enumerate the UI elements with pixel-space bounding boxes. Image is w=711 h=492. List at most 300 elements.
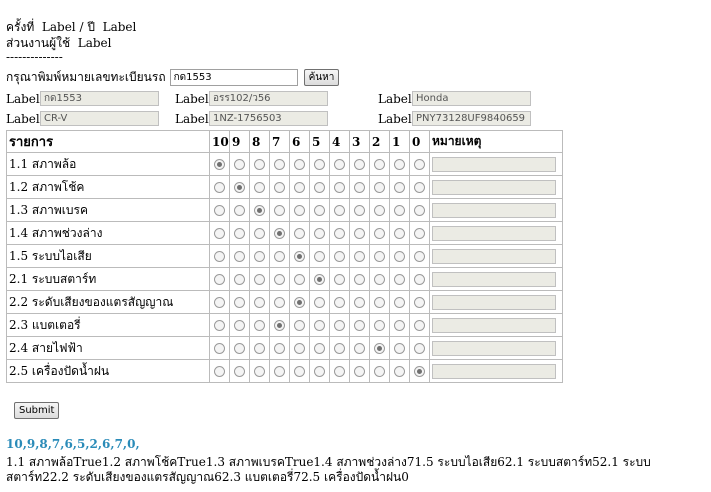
score-radio[interactable] <box>374 297 385 308</box>
item-label: 1.4 สภาพช่วงล่าง <box>7 222 210 245</box>
score-cell <box>350 153 370 176</box>
score-cell <box>390 176 410 199</box>
score-cell <box>250 360 270 383</box>
score-radio[interactable] <box>294 159 305 170</box>
item-label: 1.5 ระบบไอเสีย <box>7 245 210 268</box>
score-cell <box>310 268 330 291</box>
score-cell <box>250 337 270 360</box>
score-radio[interactable] <box>214 228 225 239</box>
note-input[interactable] <box>432 249 556 264</box>
score-radio[interactable] <box>254 343 265 354</box>
info-label: Label <box>6 111 40 126</box>
score-cell <box>330 337 350 360</box>
score-header: 1 <box>390 131 410 153</box>
score-cell <box>370 268 390 291</box>
score-cell <box>290 222 310 245</box>
score-cell <box>310 199 330 222</box>
score-radio[interactable] <box>334 228 345 239</box>
table-header-row <box>7 131 563 153</box>
score-cell <box>410 314 430 337</box>
table-row <box>7 360 563 383</box>
score-cell <box>350 291 370 314</box>
score-cell <box>230 360 250 383</box>
score-radio[interactable] <box>234 228 245 239</box>
item-label: 1.3 สภาพเบรค <box>7 199 210 222</box>
score-radio[interactable] <box>294 228 305 239</box>
score-radio[interactable] <box>314 159 325 170</box>
score-cell <box>270 245 290 268</box>
score-cell <box>370 245 390 268</box>
score-cell <box>290 268 310 291</box>
score-radio[interactable] <box>314 228 325 239</box>
score-radio[interactable] <box>414 182 425 193</box>
score-header: 9 <box>230 131 250 153</box>
score-cell <box>350 222 370 245</box>
submit-button[interactable]: Submit <box>14 402 59 419</box>
score-cell <box>250 153 270 176</box>
item-label: 2.2 ระดับเสียงของแตรสัญญาณ <box>7 291 210 314</box>
score-cell <box>350 337 370 360</box>
score-radio[interactable] <box>414 366 425 377</box>
score-cell <box>310 153 330 176</box>
score-cell <box>250 245 270 268</box>
score-radio[interactable] <box>274 320 285 331</box>
score-cell <box>390 153 410 176</box>
score-radio[interactable] <box>394 366 405 377</box>
score-radio[interactable] <box>354 182 365 193</box>
score-cell <box>370 199 390 222</box>
score-radio[interactable] <box>274 159 285 170</box>
score-radio[interactable] <box>414 343 425 354</box>
score-cell <box>330 268 350 291</box>
score-radio[interactable] <box>214 274 225 285</box>
unit-value: Label <box>77 36 112 50</box>
model-field[interactable] <box>40 111 159 126</box>
score-header: 7 <box>270 131 290 153</box>
score-cell <box>410 245 430 268</box>
score-cell <box>290 176 310 199</box>
score-radio[interactable] <box>234 159 245 170</box>
score-radio[interactable] <box>274 228 285 239</box>
table-row <box>7 245 563 268</box>
score-cell <box>310 314 330 337</box>
score-radio[interactable] <box>314 182 325 193</box>
score-radio[interactable] <box>334 320 345 331</box>
score-header: 4 <box>330 131 350 153</box>
score-radio[interactable] <box>254 182 265 193</box>
score-radio[interactable] <box>354 343 365 354</box>
score-cell <box>350 314 370 337</box>
score-radio[interactable] <box>274 205 285 216</box>
score-radio[interactable] <box>234 182 245 193</box>
note-cell <box>430 268 563 291</box>
score-cell <box>290 153 310 176</box>
score-radio[interactable] <box>374 228 385 239</box>
score-header: 0 <box>410 131 430 153</box>
score-cell <box>270 199 290 222</box>
score-cell <box>370 222 390 245</box>
score-radio[interactable] <box>234 366 245 377</box>
score-radio[interactable] <box>274 251 285 262</box>
score-radio[interactable] <box>354 228 365 239</box>
score-radio[interactable] <box>414 297 425 308</box>
score-radio[interactable] <box>374 366 385 377</box>
score-radio[interactable] <box>374 320 385 331</box>
score-cell <box>330 245 350 268</box>
table-row <box>7 222 563 245</box>
table-row <box>7 268 563 291</box>
note-input[interactable] <box>432 226 556 241</box>
info-label: Label <box>378 111 412 126</box>
score-cell <box>370 153 390 176</box>
score-radio[interactable] <box>374 251 385 262</box>
score-cell <box>310 222 330 245</box>
score-radio[interactable] <box>414 320 425 331</box>
score-radio[interactable] <box>414 205 425 216</box>
score-radio[interactable] <box>274 182 285 193</box>
score-radio[interactable] <box>314 274 325 285</box>
round-value: Label <box>41 20 76 34</box>
score-radio[interactable] <box>314 320 325 331</box>
table-row <box>7 314 563 337</box>
score-radio[interactable] <box>334 205 345 216</box>
score-cell <box>410 291 430 314</box>
score-radio[interactable] <box>254 205 265 216</box>
score-cell <box>310 245 330 268</box>
score-radio[interactable] <box>314 343 325 354</box>
score-cell <box>330 314 350 337</box>
note-cell <box>430 291 563 314</box>
score-radio[interactable] <box>334 297 345 308</box>
score-header: 8 <box>250 131 270 153</box>
score-radio[interactable] <box>394 274 405 285</box>
score-cell <box>310 337 330 360</box>
item-label: 2.4 สายไฟฟ้า <box>7 337 210 360</box>
code-field[interactable] <box>209 91 328 106</box>
note-input[interactable] <box>432 272 556 287</box>
score-cell <box>230 153 250 176</box>
score-cell <box>210 291 230 314</box>
score-cell <box>310 360 330 383</box>
score-radio[interactable] <box>394 343 405 354</box>
score-radio[interactable] <box>374 343 385 354</box>
score-radio[interactable] <box>334 182 345 193</box>
search-button[interactable]: ค้นหา <box>304 69 340 86</box>
unit-line <box>6 36 112 50</box>
score-cell <box>230 337 250 360</box>
item-label: 2.1 ระบบสตาร์ท <box>7 268 210 291</box>
score-header: 5 <box>310 131 330 153</box>
score-cell <box>210 153 230 176</box>
score-cell <box>270 222 290 245</box>
summary-output: 1.1 สภาพล้อTrue1.2 สภาพโช้คTrue1.3 สภาพเบรคTrue1.4 สภาพช่วงล่าง71.5 ระบบไอเสีย62.1 ระบบสตาร์ท52.1 ระบบสตาร์ท22.2 ระดับเสียงของแตรสัญญาณ62.3 แบตเตอรี่72.5 เครื่องปัดน้ำฝน0 <box>6 455 651 484</box>
note-cell <box>430 245 563 268</box>
scores-output: 10,9,8,7,6,5,2,6,7,0, <box>6 437 140 451</box>
score-radio[interactable] <box>394 251 405 262</box>
score-radio[interactable] <box>214 182 225 193</box>
item-header: รายการ <box>7 131 210 153</box>
score-cell <box>370 176 390 199</box>
score-cell <box>410 176 430 199</box>
score-radio[interactable] <box>234 274 245 285</box>
unit-label: ส่วนงานผู้ใช้ <box>6 36 71 50</box>
score-cell <box>390 291 410 314</box>
score-radio[interactable] <box>214 159 225 170</box>
engine-number-field[interactable] <box>209 111 328 126</box>
score-cell <box>210 199 230 222</box>
score-cell <box>230 222 250 245</box>
score-radio[interactable] <box>374 159 385 170</box>
score-cell <box>250 222 270 245</box>
score-radio[interactable] <box>254 159 265 170</box>
score-radio[interactable] <box>294 182 305 193</box>
score-radio[interactable] <box>234 251 245 262</box>
score-radio[interactable] <box>274 297 285 308</box>
score-cell <box>350 268 370 291</box>
score-radio[interactable] <box>234 343 245 354</box>
note-input[interactable] <box>432 364 556 379</box>
score-radio[interactable] <box>254 251 265 262</box>
info-label: Label <box>6 91 40 106</box>
score-radio[interactable] <box>414 228 425 239</box>
score-radio[interactable] <box>254 320 265 331</box>
score-cell <box>390 337 410 360</box>
score-cell <box>410 268 430 291</box>
score-cell <box>310 291 330 314</box>
score-radio[interactable] <box>214 366 225 377</box>
score-radio[interactable] <box>394 182 405 193</box>
score-radio[interactable] <box>214 320 225 331</box>
note-cell <box>430 314 563 337</box>
score-radio[interactable] <box>334 343 345 354</box>
score-radio[interactable] <box>414 274 425 285</box>
item-label: 1.1 สภาพล้อ <box>7 153 210 176</box>
score-radio[interactable] <box>294 320 305 331</box>
score-radio[interactable] <box>354 159 365 170</box>
info-label: Label <box>175 91 209 106</box>
score-cell <box>290 245 310 268</box>
score-radio[interactable] <box>354 274 365 285</box>
score-radio[interactable] <box>214 297 225 308</box>
table-row <box>7 291 563 314</box>
round-label: ครั้งที่ <box>6 20 35 34</box>
score-cell <box>330 291 350 314</box>
note-cell <box>430 360 563 383</box>
note-input[interactable] <box>432 180 556 195</box>
score-radio[interactable] <box>354 320 365 331</box>
search-label: กรุณาพิมพ์หมายเลขทะเบียนรถ <box>6 70 166 84</box>
score-radio[interactable] <box>394 297 405 308</box>
score-cell <box>330 199 350 222</box>
score-radio[interactable] <box>374 182 385 193</box>
score-cell <box>290 337 310 360</box>
score-cell <box>230 291 250 314</box>
score-cell <box>270 153 290 176</box>
score-cell <box>270 360 290 383</box>
table-row <box>7 199 563 222</box>
score-cell <box>270 337 290 360</box>
info-label: Label <box>378 91 412 106</box>
note-cell <box>430 199 563 222</box>
score-cell <box>210 245 230 268</box>
score-cell <box>390 245 410 268</box>
score-cell <box>210 268 230 291</box>
note-header: หมายเหตุ <box>430 131 563 153</box>
score-cell <box>210 337 230 360</box>
score-radio[interactable] <box>234 205 245 216</box>
score-radio[interactable] <box>214 205 225 216</box>
score-radio[interactable] <box>274 343 285 354</box>
score-radio[interactable] <box>354 366 365 377</box>
score-radio[interactable] <box>354 251 365 262</box>
score-radio[interactable] <box>274 366 285 377</box>
score-radio[interactable] <box>394 320 405 331</box>
score-cell <box>270 291 290 314</box>
note-input[interactable] <box>432 341 556 356</box>
score-radio[interactable] <box>274 274 285 285</box>
score-radio[interactable] <box>414 159 425 170</box>
score-radio[interactable] <box>314 366 325 377</box>
score-cell <box>250 268 270 291</box>
score-cell <box>250 199 270 222</box>
brand-field[interactable] <box>412 91 531 106</box>
score-radio[interactable] <box>214 251 225 262</box>
score-radio[interactable] <box>354 297 365 308</box>
score-cell <box>370 291 390 314</box>
score-radio[interactable] <box>294 251 305 262</box>
plate-field[interactable] <box>40 91 159 106</box>
info-row-2 <box>6 111 547 126</box>
score-radio[interactable] <box>294 205 305 216</box>
score-radio[interactable] <box>314 251 325 262</box>
score-cell <box>390 222 410 245</box>
plate-search-input[interactable] <box>170 69 298 86</box>
score-cell <box>230 176 250 199</box>
score-cell <box>290 314 310 337</box>
score-cell <box>410 199 430 222</box>
note-input[interactable] <box>432 295 556 310</box>
score-cell <box>210 314 230 337</box>
score-cell <box>330 222 350 245</box>
score-cell <box>370 337 390 360</box>
year-label: / ปี <box>79 20 95 34</box>
score-cell <box>330 153 350 176</box>
score-header: 2 <box>370 131 390 153</box>
score-radio[interactable] <box>294 366 305 377</box>
item-label: 2.5 เครื่องปัดน้ำฝน <box>7 360 210 383</box>
score-radio[interactable] <box>414 251 425 262</box>
score-cell <box>250 176 270 199</box>
note-cell <box>430 153 563 176</box>
score-radio[interactable] <box>354 205 365 216</box>
inspection-table <box>6 130 563 383</box>
score-radio[interactable] <box>234 297 245 308</box>
score-radio[interactable] <box>294 274 305 285</box>
score-cell <box>390 268 410 291</box>
score-radio[interactable] <box>234 320 245 331</box>
score-radio[interactable] <box>314 297 325 308</box>
score-radio[interactable] <box>314 205 325 216</box>
info-row-1 <box>6 91 547 106</box>
score-cell <box>410 153 430 176</box>
score-cell <box>210 222 230 245</box>
score-cell <box>330 360 350 383</box>
score-radio[interactable] <box>254 228 265 239</box>
score-cell <box>230 245 250 268</box>
score-cell <box>350 199 370 222</box>
note-input[interactable] <box>432 318 556 333</box>
score-cell <box>250 314 270 337</box>
score-cell <box>290 291 310 314</box>
score-radio[interactable] <box>254 366 265 377</box>
score-cell <box>270 176 290 199</box>
score-cell <box>270 314 290 337</box>
score-radio[interactable] <box>374 205 385 216</box>
score-cell <box>210 360 230 383</box>
note-input[interactable] <box>432 203 556 218</box>
search-row <box>6 68 339 87</box>
separator: -------------- <box>6 50 63 64</box>
score-cell <box>330 176 350 199</box>
score-cell <box>390 199 410 222</box>
score-cell <box>230 268 250 291</box>
score-radio[interactable] <box>334 366 345 377</box>
score-cell <box>410 337 430 360</box>
score-radio[interactable] <box>374 274 385 285</box>
item-label: 2.3 แบตเตอรี่ <box>7 314 210 337</box>
note-cell <box>430 337 563 360</box>
score-radio[interactable] <box>214 343 225 354</box>
score-header: 10 <box>210 131 230 153</box>
score-cell <box>290 199 310 222</box>
score-radio[interactable] <box>294 343 305 354</box>
score-radio[interactable] <box>254 297 265 308</box>
score-radio[interactable] <box>334 159 345 170</box>
score-cell <box>350 245 370 268</box>
year-value: Label <box>102 20 137 34</box>
table-row <box>7 176 563 199</box>
score-radio[interactable] <box>334 251 345 262</box>
chassis-number-field[interactable] <box>412 111 531 126</box>
score-cell <box>230 199 250 222</box>
note-input[interactable] <box>432 157 556 172</box>
score-cell <box>410 222 430 245</box>
score-radio[interactable] <box>254 274 265 285</box>
score-cell <box>230 314 250 337</box>
score-radio[interactable] <box>394 205 405 216</box>
score-cell <box>410 360 430 383</box>
score-cell <box>350 176 370 199</box>
score-cell <box>370 360 390 383</box>
round-line <box>6 20 136 34</box>
note-cell <box>430 222 563 245</box>
score-radio[interactable] <box>334 274 345 285</box>
table-row <box>7 153 563 176</box>
score-cell <box>250 291 270 314</box>
table-row <box>7 337 563 360</box>
score-radio[interactable] <box>394 159 405 170</box>
score-cell <box>390 314 410 337</box>
score-cell <box>290 360 310 383</box>
score-cell <box>270 268 290 291</box>
score-header: 6 <box>290 131 310 153</box>
score-header: 3 <box>350 131 370 153</box>
score-cell <box>390 360 410 383</box>
item-label: 1.2 สภาพโช้ค <box>7 176 210 199</box>
score-radio[interactable] <box>294 297 305 308</box>
score-cell <box>370 314 390 337</box>
score-radio[interactable] <box>394 228 405 239</box>
